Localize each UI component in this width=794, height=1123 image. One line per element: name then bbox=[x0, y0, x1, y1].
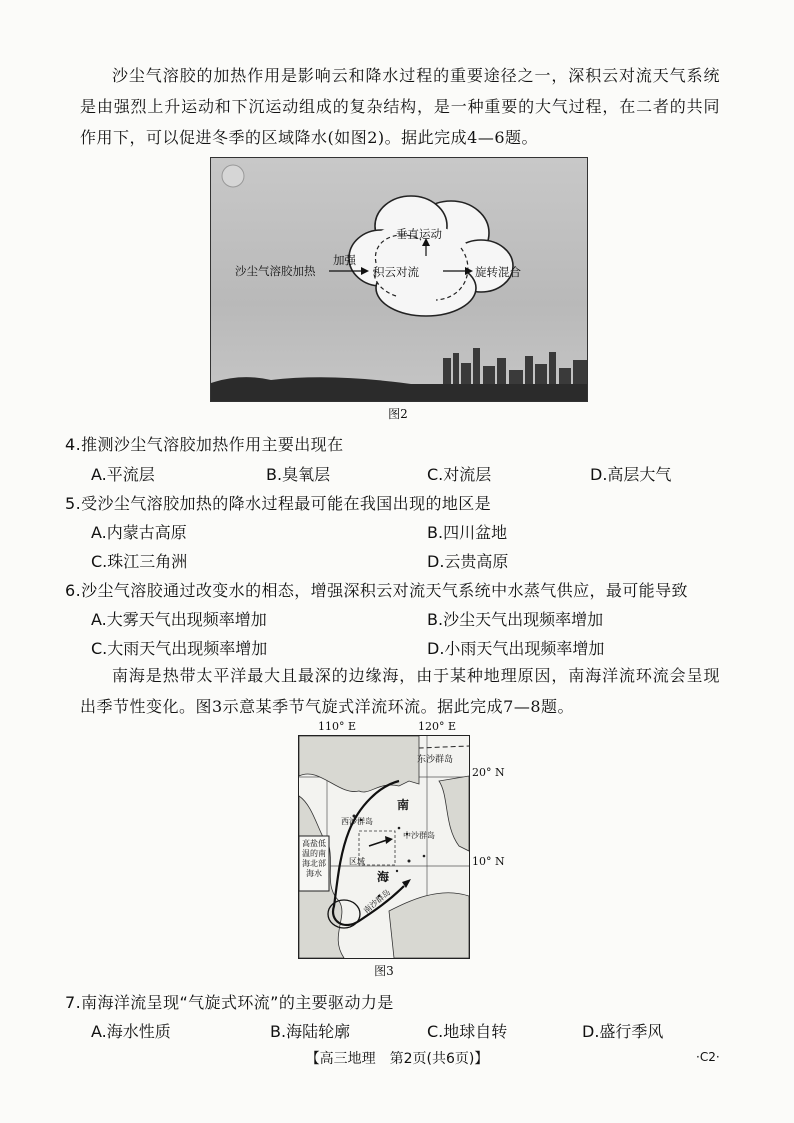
figure-2-caption: 图2 bbox=[388, 407, 408, 421]
q5-option-a[interactable]: A.内蒙古高原 bbox=[91, 523, 187, 542]
figure-3-caption: 图3 bbox=[374, 964, 394, 978]
q6-option-a[interactable]: A.大雾天气出现频率增加 bbox=[91, 610, 267, 629]
q5-option-c[interactable]: C.珠江三角洲 bbox=[91, 552, 188, 571]
page-footer: 【高三地理 第2页(共6页)】 bbox=[305, 1051, 489, 1067]
q5-option-d[interactable]: D.云贵高原 bbox=[427, 552, 509, 571]
figure-3-map bbox=[298, 735, 470, 959]
label-strengthen: 加强 bbox=[333, 253, 356, 267]
label-dust-heating: 沙尘气溶胶加热 bbox=[235, 264, 316, 278]
label-vertical: 垂直运动 bbox=[396, 227, 442, 241]
label-convection: 积云对流 bbox=[373, 265, 419, 279]
lat-label-10: 10° N bbox=[472, 855, 505, 868]
intro-paragraph-2: 南海是热带太平洋最大且最深的边缘海，由于某种地理原因，南海洋流环流会呈现出季节性变化。图3示意某季节气旋式洋流环流。据此完成7—8题。 bbox=[80, 666, 720, 716]
label-sea-hai: 海 bbox=[377, 870, 390, 884]
q6-option-d[interactable]: D.小雨天气出现频率增加 bbox=[427, 639, 605, 658]
q6-option-b[interactable]: B.沙尘天气出现频率增加 bbox=[427, 610, 604, 629]
label-dongsha: 东沙群岛 bbox=[417, 755, 454, 765]
cloud-icon bbox=[349, 196, 513, 316]
q7-option-d[interactable]: D.盛行季风 bbox=[582, 1022, 664, 1041]
question-7-stem: 7.南海洋流呈现“气旋式环流”的主要驱动力是 bbox=[65, 993, 394, 1012]
q4-option-d[interactable]: D.高层大气 bbox=[590, 465, 672, 484]
city-skyline bbox=[443, 348, 587, 384]
q4-option-a[interactable]: A.平流层 bbox=[91, 465, 155, 484]
map-legend: 高盐低温的南海北部海水 bbox=[302, 839, 326, 878]
intro-paragraph-1: 沙尘气溶胶的加热作用是影响云和降水过程的重要途径之一，深积云对流天气系统是由强烈上升运动和下沉运动组成的复杂结构，是一种重要的大气过程，在二者的共同作用下，可以促进冬季的区域降水(如图2)。据此完成4—6题。 bbox=[80, 66, 720, 147]
q5-option-b[interactable]: B.四川盆地 bbox=[427, 523, 508, 542]
paper-code: ·C2· bbox=[696, 1050, 720, 1064]
q7-option-c[interactable]: C.地球自转 bbox=[427, 1022, 508, 1041]
label-region: 区域 bbox=[349, 857, 365, 866]
q4-option-c[interactable]: C.对流层 bbox=[427, 465, 492, 484]
q6-option-c[interactable]: C.大雨天气出现频率增加 bbox=[91, 639, 268, 658]
figure-2-svg bbox=[211, 158, 587, 401]
lon-label-120: 120° E bbox=[418, 720, 457, 733]
question-5-stem: 5.受沙尘气溶胶加热的降水过程最可能在我国出现的地区是 bbox=[65, 494, 492, 513]
question-4-stem: 4.推测沙尘气溶胶加热作用主要出现在 bbox=[65, 435, 344, 454]
label-zhongsha: 中沙群岛 bbox=[403, 831, 435, 840]
figure-2-illustration bbox=[210, 157, 588, 402]
sun-icon bbox=[222, 165, 244, 187]
q7-option-b[interactable]: B.海陆轮廓 bbox=[270, 1022, 351, 1041]
q4-option-b[interactable]: B.臭氧层 bbox=[266, 465, 331, 484]
label-xisha: 西沙群岛 bbox=[341, 817, 373, 826]
label-nansha: 南沙群岛 bbox=[361, 887, 393, 916]
label-sea-nan: 南 bbox=[397, 798, 410, 812]
question-6-stem: 6.沙尘气溶胶通过改变水的相态，增强深积云对流天气系统中水蒸气供应，最可能导致 bbox=[65, 581, 688, 600]
lon-label-110: 110° E bbox=[318, 720, 357, 733]
lat-label-20: 20° N bbox=[472, 766, 505, 779]
q7-option-a[interactable]: A.海水性质 bbox=[91, 1022, 171, 1041]
label-mixing: 旋转混合 bbox=[475, 265, 521, 279]
